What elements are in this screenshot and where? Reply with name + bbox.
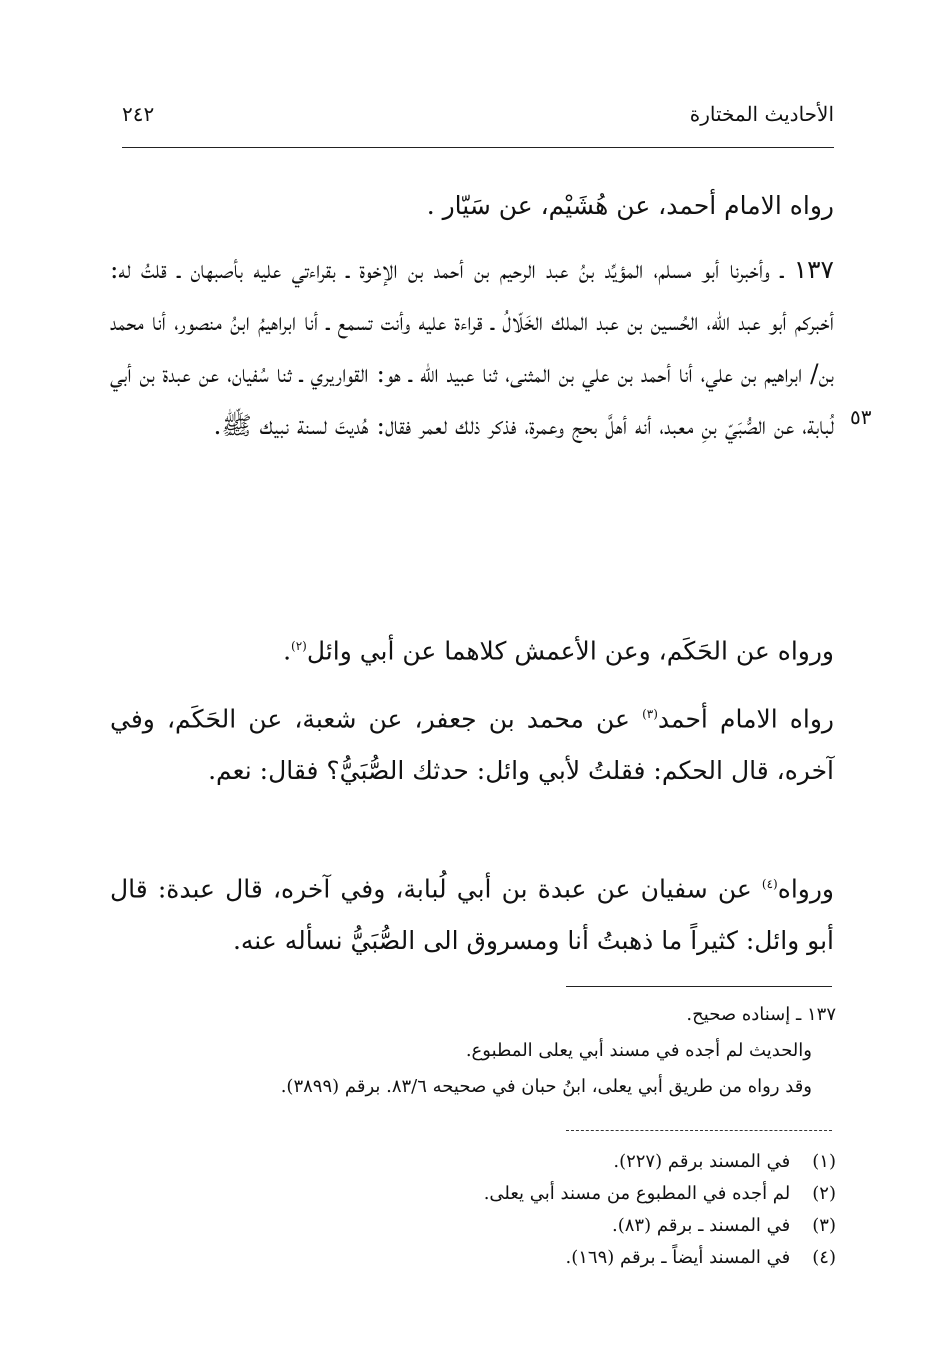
paragraph-3-end: . <box>283 636 292 666</box>
note-137: ١٣٧ ـ إسناده صحيح. <box>686 1004 836 1025</box>
note-137-line-2: والحديث لم أجده في مسند أبي يعلى المطبوع. <box>465 1040 812 1061</box>
footnote-text: في المسند ـ برقم (٨٣). <box>612 1215 791 1236</box>
paragraph-5-lead: ورواه <box>777 874 834 904</box>
footnote-2 <box>484 1180 836 1208</box>
running-title: الأحاديث المختارة <box>689 102 834 126</box>
footnote-text: في المسند برقم (٢٢٧). <box>613 1151 791 1172</box>
footnote-number: (٢) <box>812 1183 836 1204</box>
paragraph-5 <box>110 858 834 967</box>
footnotes-rule <box>566 1130 832 1131</box>
footnote-3 <box>612 1212 836 1240</box>
footnote-ref-4[interactable]: (٤) <box>761 877 778 891</box>
note-137-line-3: وقد رواه من طريق أبي يعلى، ابنُ حبان في صحيحه ٨٣/٦. برقم (٣٨٩٩). <box>280 1076 812 1097</box>
footnote-text: لم أجده في المطبوع من مسند أبي يعلى. <box>483 1183 791 1204</box>
footnote-number: (١) <box>812 1151 836 1172</box>
footnote-ref-2[interactable]: (٢) <box>291 639 307 653</box>
manuscript-page-marker: ٥٣ <box>850 405 872 429</box>
notes-rule <box>566 986 832 987</box>
page-header <box>122 98 834 138</box>
paragraph-5-text: عن سفيان عن عبدة بن أبي لُبابة، وفي آخره، قال عبدة: قال أبو وائل: كثيراً ما ذهبتُ أنا ومسروق الى الصُّبَيُّ نسأله عنه. <box>110 874 834 956</box>
header-rule <box>122 147 834 148</box>
hadith-137: ١٣٧ ـ وأخبرنا أبو مسلم، المؤيِّد بنُ عبد الرحيم بن أحمد بن الإخوة ـ بقراءتي عليه بأصبهان ـ قلتُ له: أخبركم أبو عبد الله، الحُسين بن عبد الملك الخَلّالُ ـ قراءة عليه وأنت تسمع ـ أنا ابراهيمُ ابنُ منصور، أنا محمد بن/ ابراهيم بن علي، أنا أحمد بن علي بن المثنى، ثنا عبيد الله ـ هو: القواريري ـ ثنا سُفيان، عن عبدة بن أبي لُبابة، عن الصُّبَيّ بنِ معبد، أنه أهلَّ بحج وعمرة، فذكر ذلك لعمر فقال: هُديتَ لسنة نبيك ﷺ. <box>110 255 834 440</box>
paragraph-1: رواه الامام أحمد، عن هُشَيْم، عن سَيّار . <box>426 191 834 220</box>
footnote-number: (٤) <box>812 1247 836 1268</box>
footnote-number: (٣) <box>812 1215 836 1236</box>
page-number: ٢٤٢ <box>122 102 155 126</box>
paragraph-3 <box>110 620 834 677</box>
paragraph-4-text: عن محمد بن جعفر، عن شعبة، عن الحَكَم، وفي آخره، قال الحكم: فقلتُ لأبي وائل: حدثك الصُّبَيُّ؟ فقال: نعم. <box>110 704 834 786</box>
paragraph-4-lead: رواه الامام أحمد <box>657 704 834 734</box>
paragraph-4 <box>110 688 834 797</box>
paragraph-3-text: ورواه عن الحَكَم، وعن الأعمش كلاهما عن أبي وائل <box>306 636 834 666</box>
footnote-1 <box>613 1148 836 1176</box>
footnote-ref-3[interactable]: (٣) <box>642 707 658 721</box>
footnote-4 <box>566 1244 836 1272</box>
footnote-text: في المسند أيضاً ـ برقم (١٦٩). <box>565 1247 791 1268</box>
